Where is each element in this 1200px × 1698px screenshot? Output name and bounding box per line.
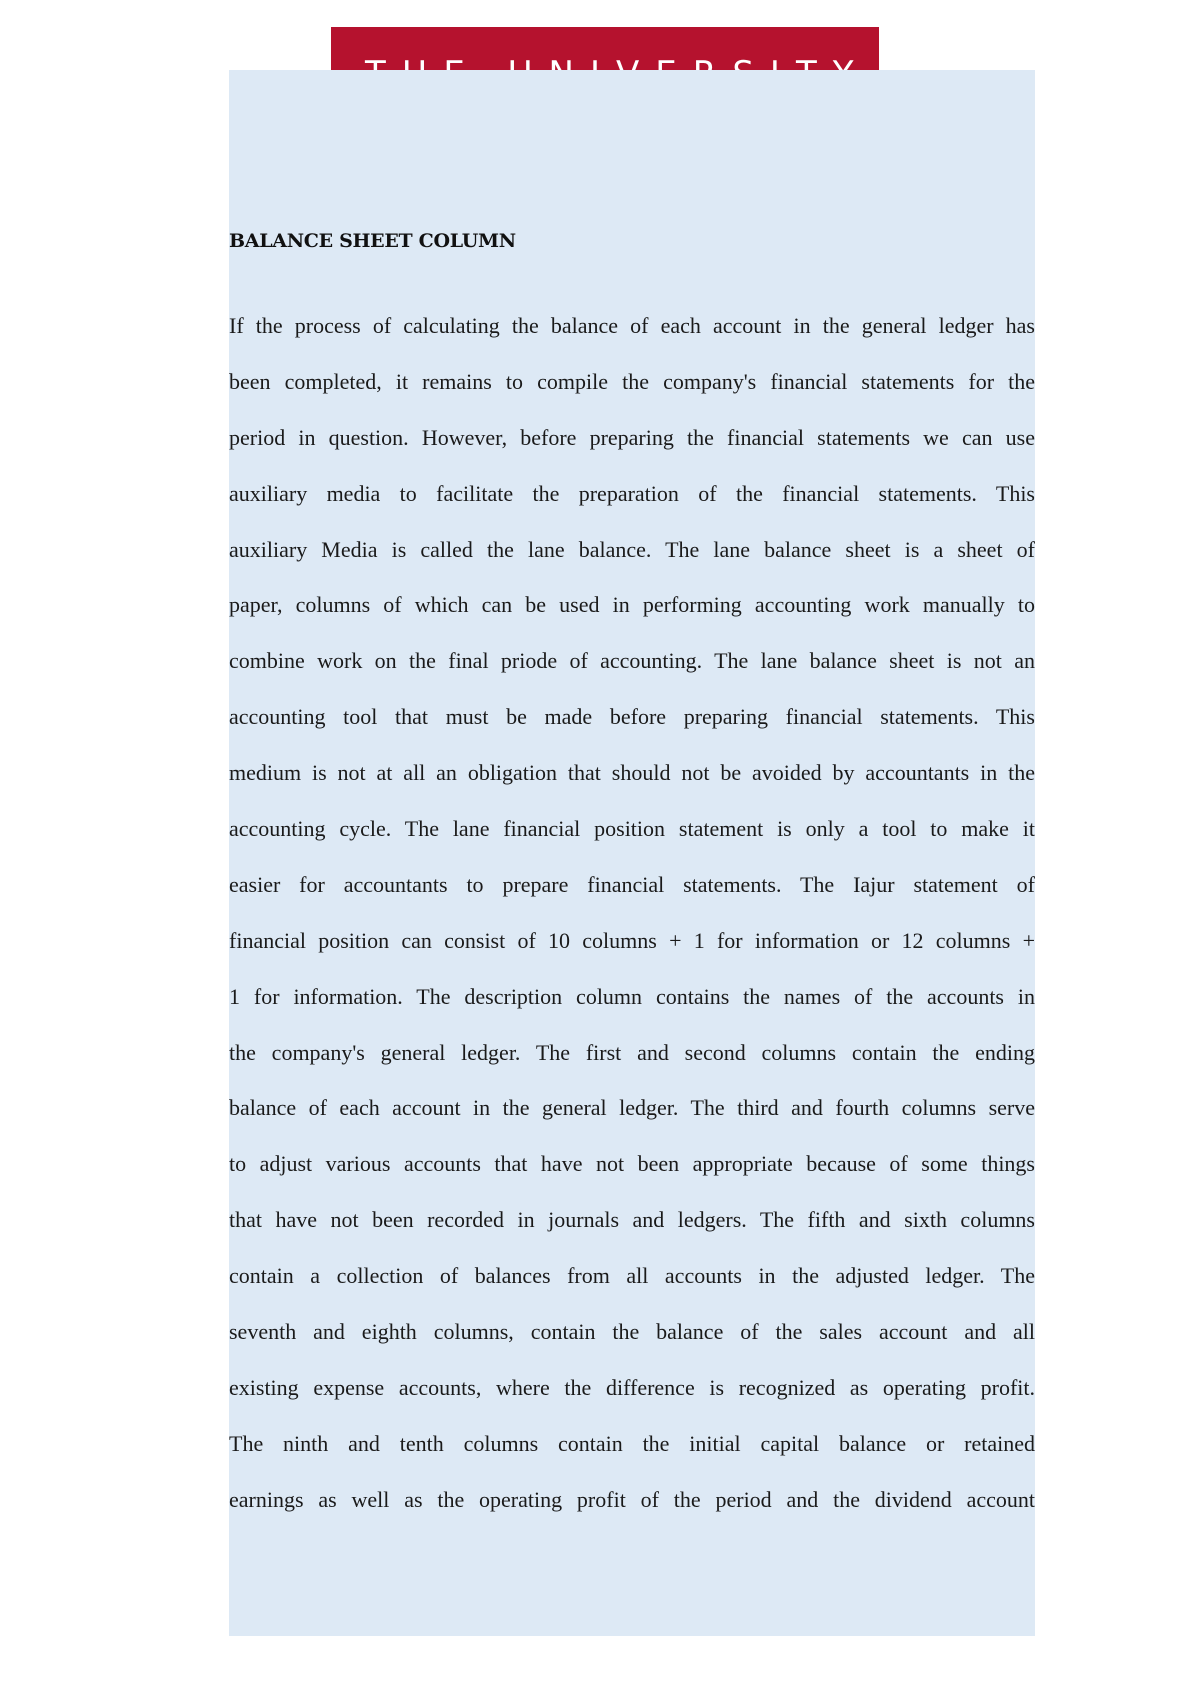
paragraph-line: to adjust various accounts that have not been appropriate because of some things <box>229 1151 1035 1177</box>
paragraph-line: easier for accountants to prepare financial statements. The Iajur statement of <box>229 871 1035 897</box>
paragraph-line: auxiliary media to facilitate the preparation of the financial statements. This <box>229 480 1035 506</box>
paragraph-line: balance of each account in the general ledger. The third and fourth columns serve <box>229 1095 1035 1121</box>
paragraph-line: existing expense accounts, where the difference is recognized as operating profit. <box>229 1374 1035 1400</box>
paragraph-line: If the process of calculating the balance of each account in the general ledger has <box>229 313 1035 338</box>
body-paragraph <box>229 298 1035 1528</box>
section-heading: BALANCE SHEET COLUMN <box>229 230 516 252</box>
paragraph-line: seventh and eighth columns, contain the balance of the sales account and all <box>229 1319 1035 1345</box>
paragraph-line: been completed, it remains to compile the company's financial statements for the <box>229 368 1035 394</box>
paragraph-line: The ninth and tenth columns contain the initial capital balance or retained <box>229 1430 1035 1456</box>
paragraph-line: paper, columns of which can be used in performing accounting work manually to <box>229 592 1035 618</box>
paragraph-line: contain a collection of balances from all accounts in the adjusted ledger. The <box>229 1263 1035 1289</box>
university-banner <box>331 27 879 70</box>
paragraph-line: that have not been recorded in journals and ledgers. The fifth and sixth columns <box>229 1207 1035 1233</box>
paragraph-line: accounting cycle. The lane financial position statement is only a tool to make it <box>229 816 1035 842</box>
paragraph-line: medium is not at all an obligation that should not be avoided by accountants in the <box>229 760 1035 786</box>
paragraph-line: accounting tool that must be made before preparing financial statements. This <box>229 704 1035 730</box>
paragraph-line: financial position can consist of 10 columns + 1 for information or 12 columns + <box>229 927 1035 953</box>
paragraph-line: period in question. However, before preparing the financial statements we can use <box>229 424 1035 450</box>
paragraph-line: the company's general ledger. The first and second columns contain the ending <box>229 1039 1035 1065</box>
paragraph-line: auxiliary Media is called the lane balance. The lane balance sheet is a sheet of <box>229 536 1035 562</box>
paragraph-line: earnings as well as the operating profit of the period and the dividend account <box>229 1486 1035 1512</box>
paragraph-line: 1 for information. The description column contains the names of the accounts in <box>229 983 1035 1009</box>
paragraph-line: combine work on the final priode of accounting. The lane balance sheet is not an <box>229 648 1035 674</box>
